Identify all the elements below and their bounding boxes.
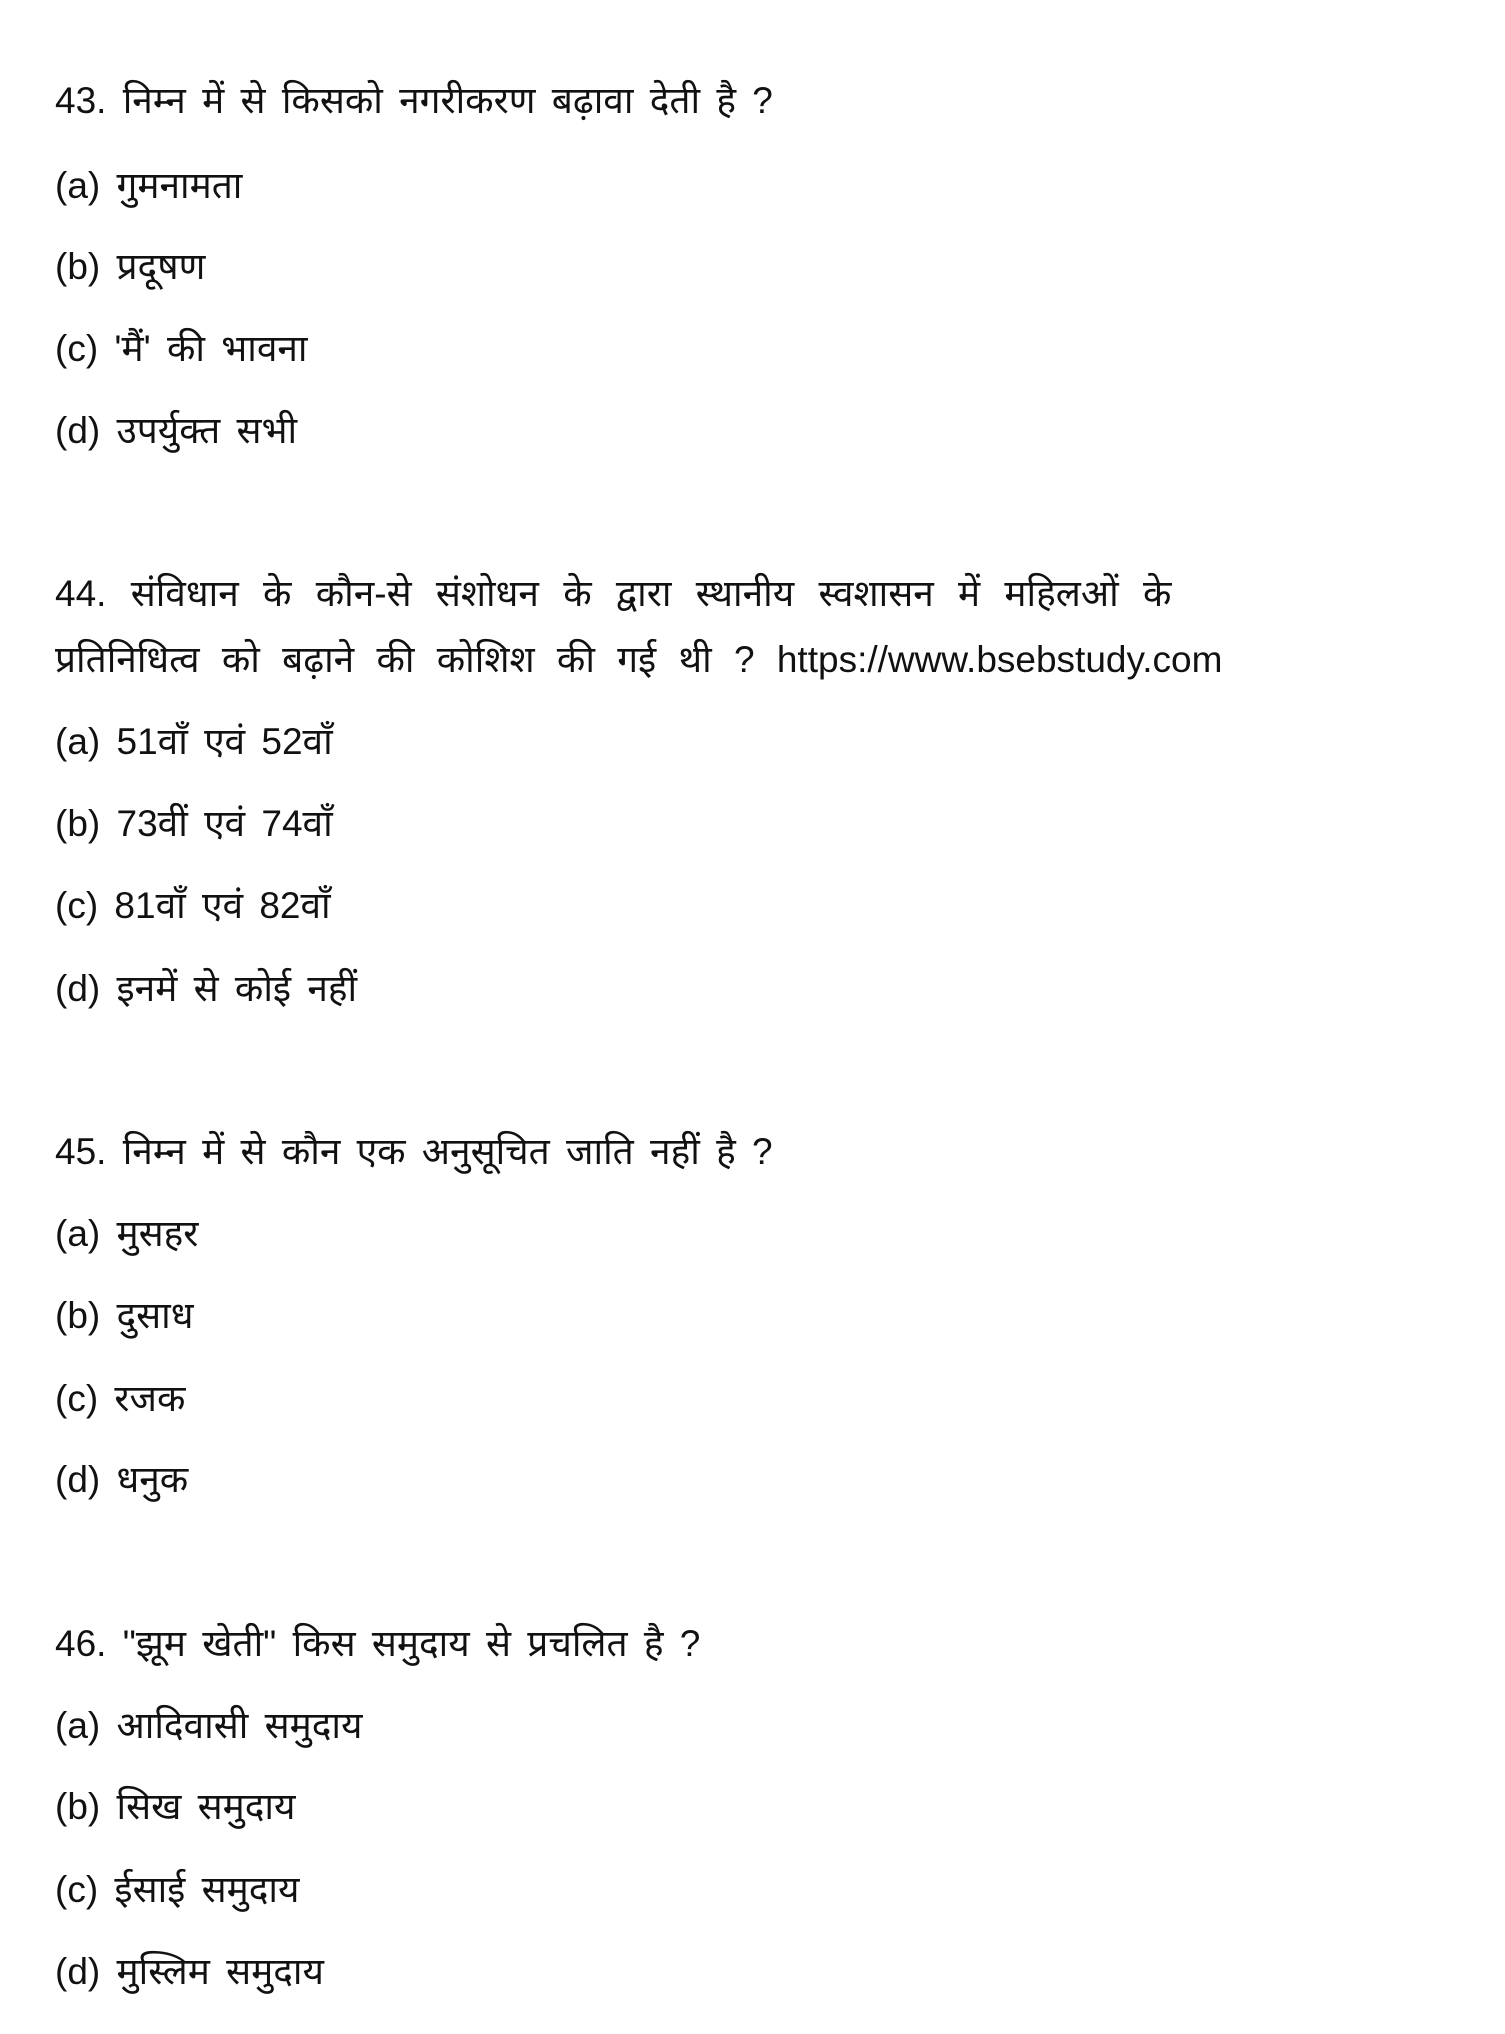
option-c: (c) 81वाँ एवं 82वाँ [55,885,331,926]
option-a: (a) मुसहर [55,1213,199,1254]
option-d: (d) उपर्युक्त सभी [55,410,298,451]
question-text: 45. निम्न में से कौन एक अनुसूचित जाति नहीं है ? [55,1131,773,1172]
option-b: (b) प्रदूषण [55,246,206,287]
question-text-line2 [55,638,1222,682]
question-text: 43. निम्न में से किसको नगरीकरण बढ़ावा देती है ? [55,80,773,121]
option-a: (a) आदिवासी समुदाय [55,1705,363,1746]
option-d: (d) इनमें से कोई नहीं [55,968,358,1009]
option-b: (b) सिख समुदाय [55,1786,296,1827]
option-d: (d) धनुक [55,1459,189,1500]
question-text: प्रतिनिधित्व को बढ़ाने की कोशिश की गई थी ? [55,639,755,680]
option-b: (b) 73वीं एवं 74वाँ [55,803,333,844]
option-c: (c) रजक [55,1378,186,1419]
option-a: (a) गुमनामता [55,165,243,206]
question-text: 46. "झूम खेती" किस समुदाय से प्रचलित है ? [55,1623,701,1664]
option-b: (b) दुसाध [55,1295,194,1336]
option-c: (c) 'मैं' की भावना [55,328,308,369]
option-d: (d) मुस्लिम समुदाय [55,1951,324,1992]
watermark-url: https://www.bsebstudy.com [776,639,1223,680]
option-c: (c) ईसाई समुदाय [55,1869,300,1910]
option-a: (a) 51वाँ एवं 52वाँ [55,721,333,762]
question-text-line1: 44. संविधान के कौन-से संशोधन के द्वारा स्थानीय स्वशासन में महिलओं के [55,573,1172,614]
